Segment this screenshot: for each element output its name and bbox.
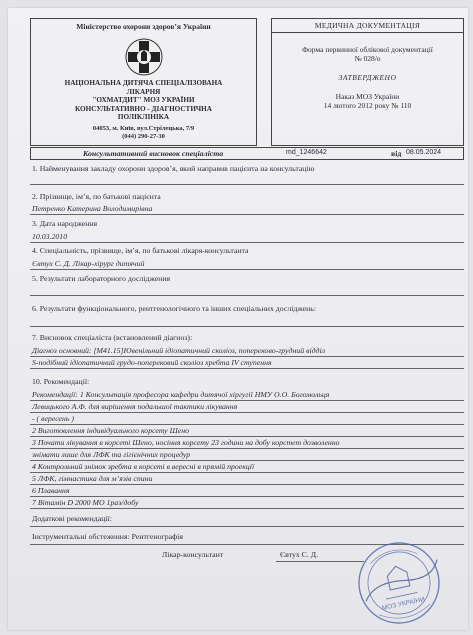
- birth-date: 10.03.2010: [32, 232, 68, 241]
- document-sheet: [8, 8, 468, 630]
- stamp-text: МОЗ УКРАЇНИ: [381, 596, 426, 612]
- report-date: 08.05.2024: [406, 149, 442, 156]
- recommendation-line: знімати лише для ЛФК та гігієнічних процедур: [32, 450, 191, 459]
- extra-rule: [30, 526, 464, 527]
- report-title: Консультативний висновок спеціаліста: [83, 149, 224, 158]
- recommendation-rule: [30, 436, 464, 437]
- recommendation-line: 4 Контрольний знімок зребта в корсеті в вересні в прямій проекції: [32, 462, 255, 471]
- report-title-row: [30, 147, 464, 160]
- recommendation-line: 5 ЛФК, гімнастика для м’язів спини: [32, 474, 153, 483]
- recommendation-line: 3 Почати лікування в корсеті Шено, носіння корсету 23 години на добу корстет дозволенно: [32, 438, 340, 447]
- recommendation-rule: [30, 472, 464, 473]
- field-3-label: 3. Дата народження: [32, 219, 98, 228]
- extra-recommendations-label: Додаткові рекомендації:: [32, 514, 112, 523]
- field-1-label: 1. Найменування закладу охорони здоров’я, який направив пацієнта на консультацію: [32, 164, 315, 173]
- signer-name: Євтух С. Д.: [280, 550, 319, 559]
- field-5-label: 5. Результати лабораторного дослідження: [32, 274, 171, 283]
- diagnosis-line-1: Діагноз основний: [M41.15]Ювенільний ідіопатичний сколіоз, попереково-грудний відділ: [32, 346, 326, 355]
- field-10-label: 10. Рекомендації:: [32, 377, 90, 386]
- patient-name: Петренко Катерина Володимирівна: [32, 204, 153, 213]
- consultant-name: Євтух С. Д. Лікар-хірург дитячий: [32, 259, 145, 268]
- report-date-label: від: [391, 149, 402, 158]
- diagnosis-line-1-rule: [30, 356, 464, 357]
- recommendation-line: - ( вересень ): [32, 414, 74, 423]
- diagnosis-line-2-rule: [30, 368, 464, 369]
- recommendation-line: 7 Вітамін D 2000 МО 1раз/добу: [32, 498, 139, 507]
- recommendation-rule: [30, 448, 464, 449]
- field-3-line: [30, 242, 464, 243]
- recommendation-line: 2 Виготовлення індивідуального корсету Шено: [32, 426, 190, 435]
- recommendation-rule: [30, 424, 464, 425]
- signer-label: Лікар-консультант: [162, 550, 224, 559]
- recommendation-rule: [30, 460, 464, 461]
- form-reference: Форма первинної облікової документації № 028/о: [302, 45, 433, 63]
- official-stamp: [345, 536, 453, 630]
- field-6-line: [30, 326, 464, 327]
- recommendation-line: Левицького А.Ф. для вирішення подальшої тактики лікування: [32, 402, 238, 411]
- recommendation-line: 6 Плавання: [32, 486, 70, 495]
- ministry-name: Міністерство охорони здоров’я України: [76, 22, 211, 31]
- field-1-line: [30, 184, 464, 185]
- field-4-label: 4. Спеціальність, прізвище, ім’я, по батькові лікаря-консультанта: [32, 246, 249, 255]
- recommendation-rule: [30, 412, 464, 413]
- documentation-header: [271, 18, 464, 146]
- recommendation-rule: [30, 496, 464, 497]
- institution-header: [30, 18, 257, 146]
- institution-phone: (044) 290-27-30: [122, 132, 165, 140]
- field-2-line: [30, 214, 464, 215]
- institution-name: НАЦІОНАЛЬНА ДИТЯЧА СПЕЦІАЛІЗОВАНА ЛІКАРНЯ "ОХМАТДИТ" МОЗ УКРАЇНИ КОНСУЛЬТАТИВНО - ДІАГНОСТИЧНА ПОЛІКЛІНІКА 04053, м. Київ, вул.Стрілецька, 7/9 (044) 290-27-30: [31, 79, 256, 141]
- order-reference: Наказ МОЗ України 14 лютого 2012 року № 110: [323, 92, 412, 110]
- field-5-line: [30, 295, 464, 296]
- institution-address: 04053, м. Київ, вул.Стрілецька, 7/9: [92, 124, 195, 132]
- approved-label: ЗАТВЕРДЖЕНО: [338, 73, 397, 82]
- instrumental-exams: Інструментальні обстеження: Рентгенографія: [32, 532, 183, 541]
- report-number: md_1246642: [286, 149, 327, 156]
- documentation-title: МЕДИЧНА ДОКУМЕНТАЦІЯ: [272, 19, 463, 33]
- field-7-label: 7. Висновок спеціаліста (встановлений діагноз):: [32, 333, 193, 342]
- field-4-line: [30, 269, 464, 270]
- hospital-logo: [124, 37, 164, 77]
- recommendation-rule: [30, 484, 464, 485]
- recommendation-rule: [30, 400, 464, 401]
- recommendation-rule: [30, 508, 464, 509]
- recommendation-line: Рекомендації: 1 Консультація професора кафедри дитячої хіргугії НМУ О.О. Богомольця: [32, 390, 330, 399]
- field-2-label: 2. Прізвище, ім’я, по батькові пацієнта: [32, 192, 161, 201]
- diagnosis-line-2: S-подібний ідіопатичний грудо-поперековий сколіоз хребта IV ступення: [32, 358, 272, 367]
- field-6-label: 6. Результати функціонального, рентгенологічного та інших спеціальних досліджень:: [32, 304, 316, 313]
